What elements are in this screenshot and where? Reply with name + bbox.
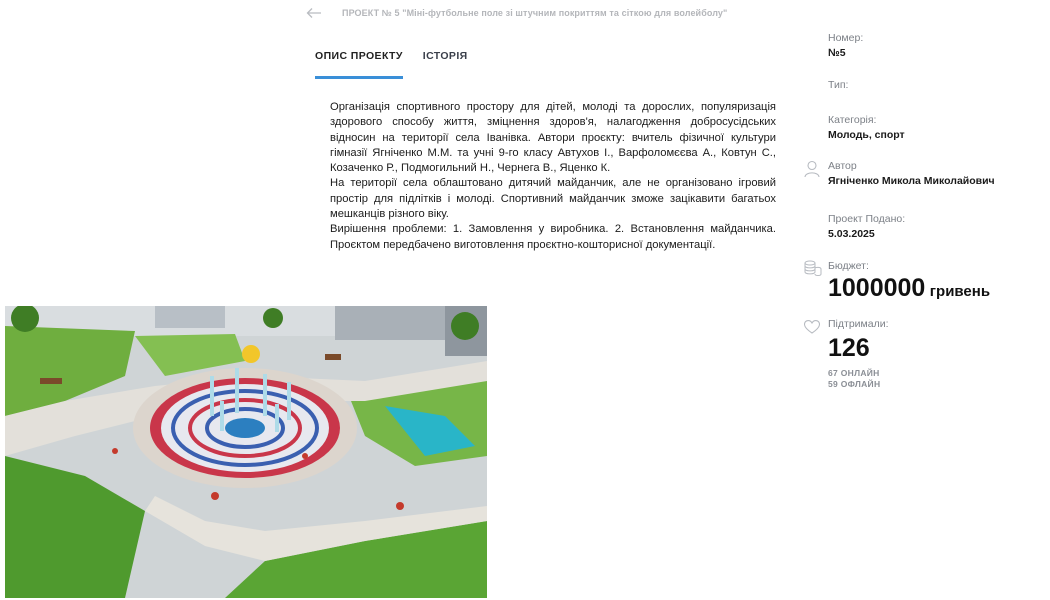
- coins-icon: [804, 260, 822, 276]
- project-category-value: Молодь, спорт: [828, 129, 905, 141]
- description-paragraph: На території села облаштовано дитячий майданчик, але не організовано ігровий простір для підлітків і молоді. Спортивний майданчик зможе зацікавити багатьох мешканців різного віку.: [330, 177, 776, 221]
- project-author-value: Ягніченко Микола Миколайович: [828, 175, 995, 187]
- heart-icon[interactable]: [804, 320, 820, 334]
- breadcrumb-title: ПРОЕКТ № 5 "Міні-футбольне поле зі штучним покриттям та сіткою для волейболу": [342, 8, 728, 18]
- budget-value: 1000000: [828, 274, 926, 302]
- project-budget-amount: [828, 274, 990, 302]
- project-category-block: [828, 114, 905, 141]
- tab-history[interactable]: ІСТОРІЯ: [422, 50, 468, 62]
- budget-unit: гривень: [929, 283, 991, 300]
- breadcrumb: [306, 4, 727, 22]
- project-submitted-label: Проект Подано:: [828, 213, 906, 225]
- project-submitted-block: [828, 213, 905, 240]
- project-author-label: Автор: [828, 160, 857, 172]
- project-type-block: [828, 79, 848, 94]
- project-supported-block: [828, 318, 889, 390]
- project-description: [330, 100, 776, 253]
- user-icon: [804, 160, 820, 178]
- tab-description[interactable]: ОПИС ПРОЕКТУ: [315, 50, 403, 79]
- project-supported-label: Підтримали:: [828, 318, 889, 330]
- supported-online: 67 ОНЛАЙН: [828, 368, 880, 378]
- project-number-value: №5: [828, 47, 846, 59]
- project-author-block: [828, 160, 995, 187]
- arrow-left-icon[interactable]: [306, 7, 322, 19]
- project-category-label: Категорія:: [828, 114, 877, 126]
- project-rendering-image: [5, 306, 487, 598]
- project-type-label: Тип:: [828, 79, 849, 91]
- project-budget-block: [828, 260, 990, 302]
- tab-bar: [315, 50, 488, 79]
- description-paragraph: Вирішення проблеми: 1. Замовлення у виробника. 2. Встановлення майданчика. Проєктом передбачено виготовлення проєктно-кошторисної документації.: [330, 223, 776, 251]
- supported-offline: 59 ОФЛАЙН: [828, 379, 881, 389]
- project-budget-label: Бюджет:: [828, 260, 869, 272]
- description-paragraph: Організація спортивного простору для дітей, молоді та дорослих, популяризація здорового способу життя, зміцнення здоров'я, налагодження добросусідських відносин на території села Іванівка. Автори проєкту: вчитель фізичної культури гімназії Ягніченко М.М. та учні 9-го класу Автухов І., Варфоломєєва А., Ковтун С., Козаченко Р., Подмогильний Н., Чернега В., Яценко К.: [330, 101, 776, 175]
- project-number-label: Номер:: [828, 32, 864, 44]
- supported-count: 126: [828, 334, 870, 362]
- project-submitted-value: 5.03.2025: [828, 228, 875, 240]
- project-number-block: [828, 32, 863, 59]
